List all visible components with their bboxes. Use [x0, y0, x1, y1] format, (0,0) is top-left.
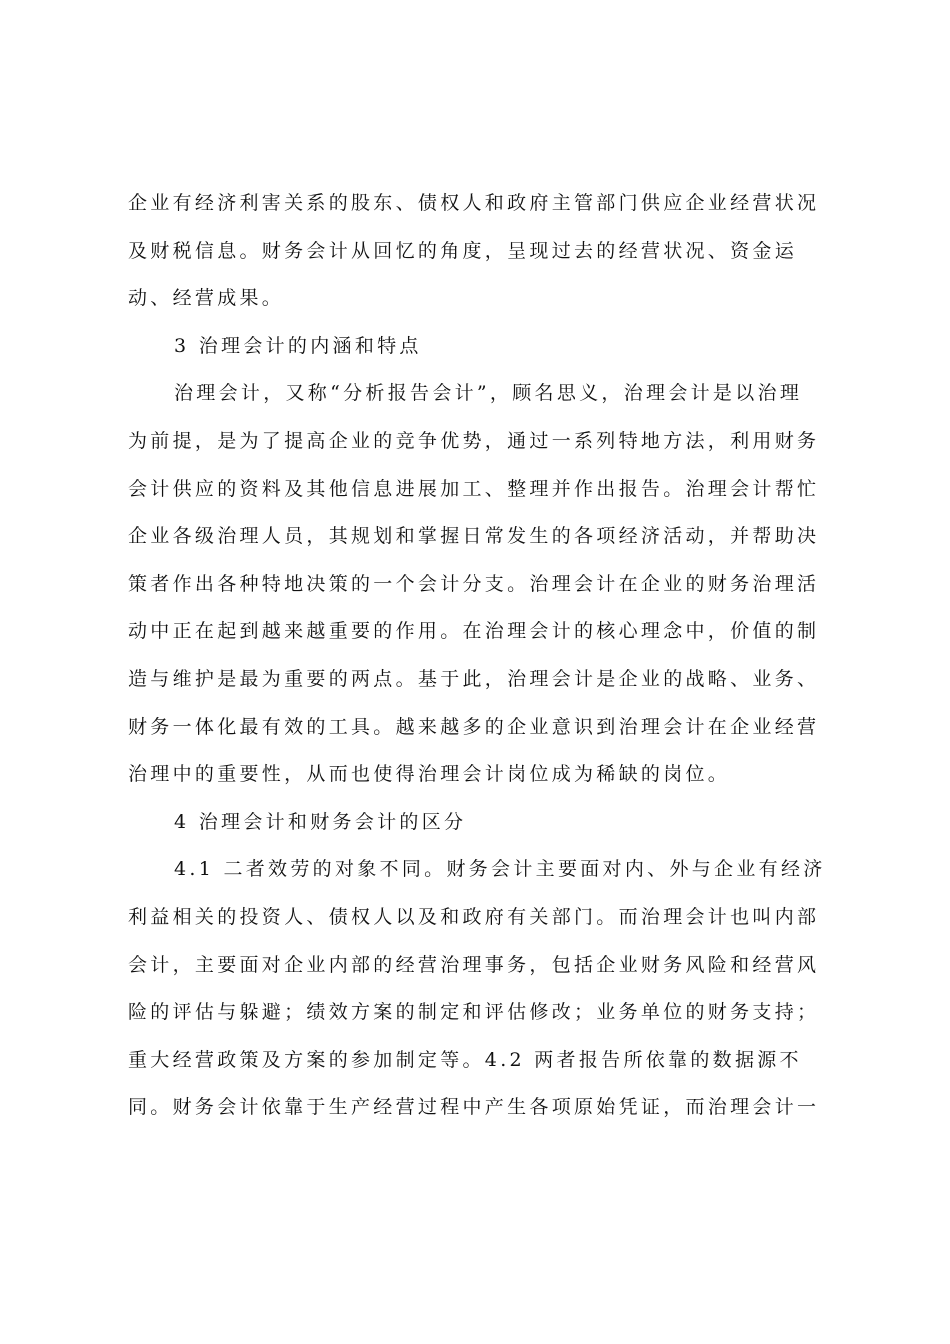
paragraph-line: 险的评估与躲避；绩效方案的制定和评估修改；业务单位的财务支持； [128, 1001, 820, 1024]
paragraph-line: 及财税信息。财务会计从回忆的角度，呈现过去的经营状况、资金运 [128, 239, 798, 262]
paragraph-line: 4.1 二者效劳的对象不同。财务会计主要面对内、外与企业有经济 [174, 858, 826, 881]
paragraph-line: 同。财务会计依靠于生产经营过程中产生各项原始凭证，而治理会计一 [128, 1096, 820, 1119]
paragraph-line: 利益相关的投资人、债权人以及和政府有关部门。而治理会计也叫内部 [128, 905, 820, 928]
section-heading-4: 4 治理会计和财务会计的区分 [174, 810, 467, 833]
paragraph-line: 动、经营成果。 [128, 287, 285, 310]
paragraph-line: 动中正在起到越来越重要的作用。在治理会计的核心理念中，价值的制 [128, 620, 820, 643]
paragraph-line: 为前提，是为了提高企业的竞争优势，通过一系列特地方法，利用财务 [128, 429, 820, 452]
paragraph-line: 治理会计，又称“分析报告会计”，顾名思义，治理会计是以治理 [174, 382, 803, 405]
paragraph-line: 治理中的重要性，从而也使得治理会计岗位成为稀缺的岗位。 [128, 763, 731, 786]
paragraph-line: 企业各级治理人员，其规划和掌握日常发生的各项经济活动，并帮助决 [128, 525, 820, 548]
paragraph-line: 会计，主要面对企业内部的经营治理事务，包括企业财务风险和经营风 [128, 953, 820, 976]
document-body [128, 180, 828, 1132]
section-heading-3: 3 治理会计的内涵和特点 [174, 334, 422, 357]
paragraph-line: 会计供应的资料及其他信息进展加工、整理并作出报告。治理会计帮忙 [128, 477, 820, 500]
paragraph-line: 策者作出各种特地决策的一个会计分支。治理会计在企业的财务治理活 [128, 572, 820, 595]
paragraph-line: 重大经营政策及方案的参加制定等。4.2 两者报告所依靠的数据源不 [128, 1048, 802, 1071]
paragraph-line: 造与维护是最为重要的两点。基于此，治理会计是企业的战略、业务、 [128, 667, 820, 690]
paragraph-line: 企业有经济利害关系的股东、债权人和政府主管部门供应企业经营状况 [128, 192, 820, 214]
paragraph-line: 财务一体化最有效的工具。越来越多的企业意识到治理会计在企业经营 [128, 715, 820, 738]
